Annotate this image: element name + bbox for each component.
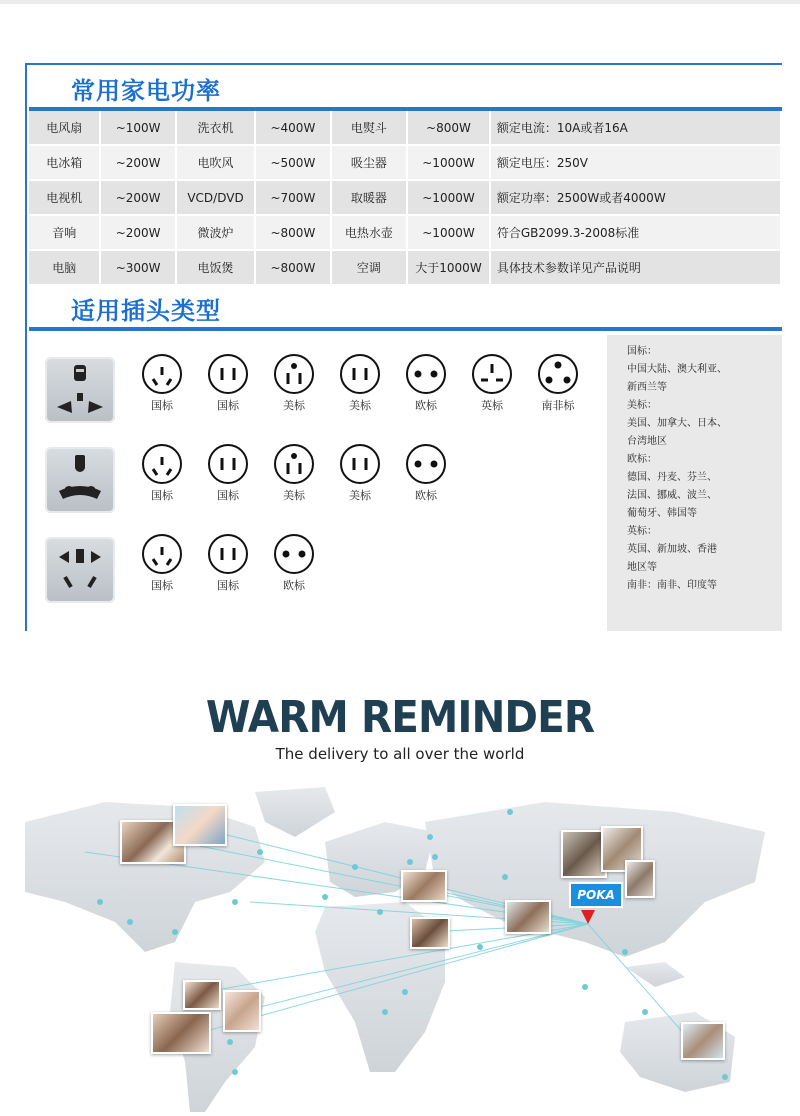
note-line: 国标：	[627, 346, 657, 357]
universal-socket-icon	[45, 537, 115, 603]
customer-photo	[401, 870, 447, 902]
plug-label: 美标	[283, 489, 305, 502]
note-line: 新西兰等	[627, 382, 667, 393]
plug-outlet-icon	[197, 533, 259, 575]
customer-photo	[410, 917, 450, 949]
table-row	[29, 215, 781, 250]
plug-label: 欧标	[415, 399, 437, 412]
power-value-cell: ~500W	[255, 145, 330, 180]
plug-label: 欧标	[415, 489, 437, 502]
note-line: 欧标：	[627, 454, 657, 465]
plug-label: 国标	[217, 579, 239, 592]
power-section-title: 常用家电功率	[71, 77, 221, 105]
plug-outlet-icon	[131, 533, 193, 575]
plug-outlet-icon	[131, 353, 193, 395]
plug-outlet-icon	[263, 533, 325, 575]
power-value-cell: ~300W	[100, 250, 175, 285]
universal-socket-icon	[45, 447, 115, 513]
note-line: 葡萄牙、韩国等	[627, 508, 697, 519]
appliance-name-cell: 取暖器	[331, 180, 408, 215]
universal-socket-icon	[45, 357, 115, 423]
appliance-name-cell: 微波炉	[176, 215, 255, 250]
appliance-name-cell: 电视机	[29, 180, 100, 215]
plug-label: 美标	[349, 489, 371, 502]
plug-label: 南非标	[541, 399, 575, 412]
plug-type	[329, 443, 391, 503]
appliance-name-cell: 空调	[331, 250, 408, 285]
plug-types-area	[29, 335, 782, 631]
power-value-cell: ~100W	[100, 111, 175, 145]
appliance-name-cell: 电熨斗	[331, 111, 408, 145]
plug-label: 国标	[151, 399, 173, 412]
note-line: 英国、新加坡、香港	[627, 544, 717, 555]
plug-type	[131, 353, 193, 413]
power-value-cell: ~700W	[255, 180, 330, 215]
plug-type	[395, 443, 457, 503]
table-row	[29, 145, 781, 180]
appliance-name-cell: 洗衣机	[176, 111, 255, 145]
spec-cell: 符合GB2099.3-2008标准	[490, 215, 781, 250]
plug-outlet-icon	[329, 443, 391, 485]
spec-cell: 额定功率：2500W或者4000W	[490, 180, 781, 215]
table-row	[29, 250, 781, 285]
power-value-cell: ~800W	[255, 215, 330, 250]
appliance-power-table	[29, 111, 782, 286]
customer-photo	[173, 804, 227, 846]
plug-type	[263, 443, 325, 503]
customer-photo	[223, 990, 261, 1032]
spec-cell: 额定电流：10A或者16A	[490, 111, 781, 145]
note-line: 英标：	[627, 526, 657, 537]
plug-type	[329, 353, 391, 413]
note-line: 中国大陆、澳大利亚、	[627, 364, 727, 375]
world-delivery-map	[25, 782, 780, 1112]
note-line: 法国、挪威、波兰、	[627, 490, 717, 501]
plug-label: 欧标	[283, 579, 305, 592]
power-value-cell: ~200W	[100, 145, 175, 180]
plug-type	[395, 353, 457, 413]
warm-reminder-title: WARM REMINDER	[205, 692, 595, 743]
plug-outlet-icon	[263, 353, 325, 395]
appliance-name-cell: 电吹风	[176, 145, 255, 180]
plug-outlet-icon	[131, 443, 193, 485]
plug-type	[197, 443, 259, 503]
spec-cell: 额定电压：250V	[490, 145, 781, 180]
plug-label: 国标	[217, 489, 239, 502]
plug-section-title: 适用插头类型	[71, 297, 221, 325]
product-info-panel	[25, 63, 782, 631]
power-value-cell: 大于1000W	[407, 250, 490, 285]
plug-outlet-icon	[329, 353, 391, 395]
plug-label: 英标	[481, 399, 503, 412]
plug-type	[263, 353, 325, 413]
plug-type	[263, 533, 325, 593]
power-value-cell: ~800W	[255, 250, 330, 285]
plug-label: 国标	[217, 399, 239, 412]
power-value-cell: ~800W	[407, 111, 490, 145]
power-value-cell: ~400W	[255, 111, 330, 145]
appliance-name-cell: 吸尘器	[331, 145, 408, 180]
power-value-cell: ~200W	[100, 215, 175, 250]
plug-outlet-icon	[263, 443, 325, 485]
plug-label: 美标	[349, 399, 371, 412]
plug-type	[131, 443, 193, 503]
plug-outlet-icon	[461, 353, 523, 395]
plug-type	[197, 533, 259, 593]
table-row	[29, 180, 781, 215]
power-value-cell: ~1000W	[407, 215, 490, 250]
appliance-name-cell: VCD/DVD	[176, 180, 255, 215]
note-line: 南非：南非、印度等	[627, 580, 717, 591]
appliance-name-cell: 电脑	[29, 250, 100, 285]
plug-outlet-icon	[527, 353, 589, 395]
brand-logo: POKA	[569, 882, 623, 908]
appliance-name-cell: 电热水壶	[331, 215, 408, 250]
plug-type	[461, 353, 523, 413]
customer-photo	[681, 1022, 725, 1060]
plug-label: 国标	[151, 579, 173, 592]
note-line: 台湾地区	[627, 436, 667, 447]
appliance-name-cell: 音响	[29, 215, 100, 250]
plug-outlet-icon	[197, 443, 259, 485]
power-value-cell: ~200W	[100, 180, 175, 215]
appliance-name-cell: 电饭煲	[176, 250, 255, 285]
plug-label: 美标	[283, 399, 305, 412]
note-line: 美国、加拿大、日本、	[627, 418, 727, 429]
appliance-name-cell: 电冰箱	[29, 145, 100, 180]
plug-type	[131, 533, 193, 593]
customer-photo	[183, 980, 221, 1010]
plug-type	[527, 353, 589, 413]
plug-type	[197, 353, 259, 413]
customer-photo	[625, 860, 655, 898]
customer-photo	[151, 1012, 211, 1054]
table-row	[29, 111, 781, 145]
plug-standard-notes	[607, 335, 782, 631]
appliance-name-cell: 电风扇	[29, 111, 100, 145]
power-value-cell: ~1000W	[407, 145, 490, 180]
top-divider	[0, 0, 800, 4]
customer-photo	[505, 900, 551, 934]
note-line: 美标：	[627, 400, 657, 411]
plug-outlet-icon	[197, 353, 259, 395]
plug-outlet-icon	[395, 443, 457, 485]
spec-cell: 具体技术参数详见产品说明	[490, 250, 781, 285]
title-band	[29, 327, 782, 331]
power-value-cell: ~1000W	[407, 180, 490, 215]
plug-outlet-icon	[395, 353, 457, 395]
warm-reminder-subtitle: The delivery to all over the world	[275, 745, 525, 763]
plug-label: 国标	[151, 489, 173, 502]
note-line: 地区等	[627, 562, 657, 573]
note-line: 德国、丹麦、芬兰、	[627, 472, 717, 483]
